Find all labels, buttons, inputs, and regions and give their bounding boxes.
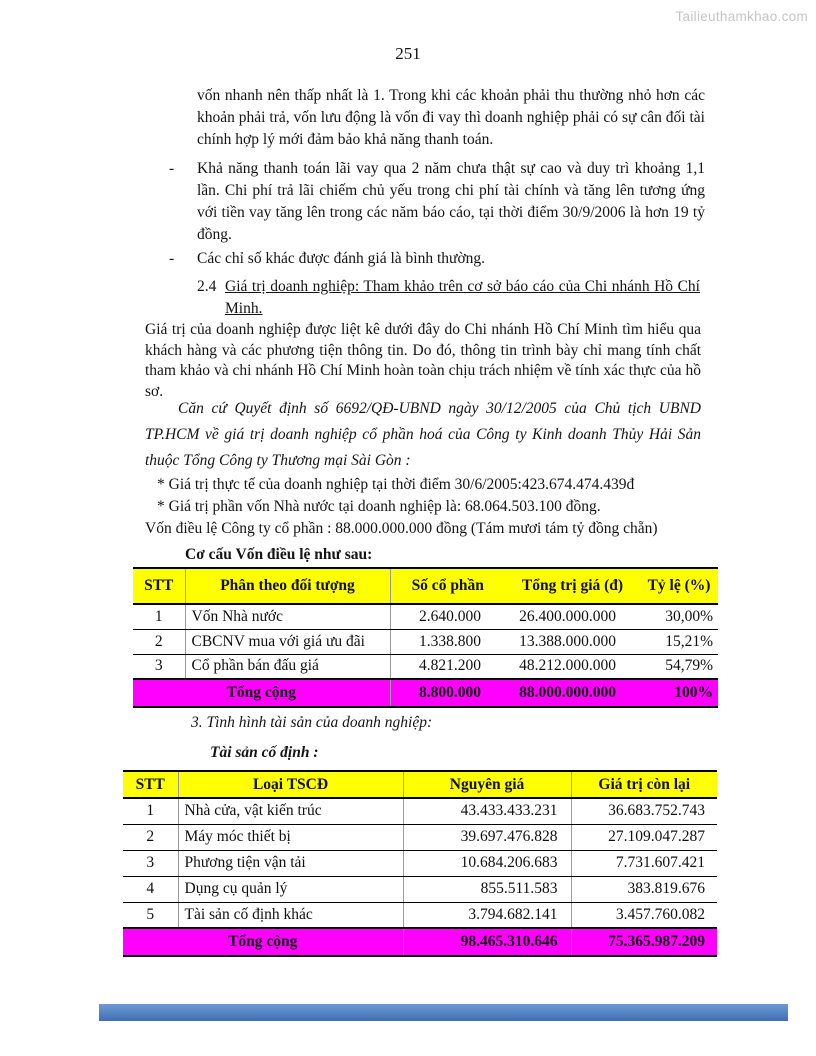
table-cell: 43.433.433.231 bbox=[403, 798, 571, 824]
column-header: Số cổ phần bbox=[390, 568, 505, 604]
table-body bbox=[123, 798, 717, 928]
table-cell: Phương tiện vận tải bbox=[178, 850, 403, 876]
total-remaining: 75.365.987.209 bbox=[571, 928, 717, 956]
table-cell: 1.338.800 bbox=[390, 629, 505, 654]
table-cell: 855.511.583 bbox=[403, 876, 571, 902]
table-cell: 2 bbox=[123, 824, 178, 850]
capital-structure-table bbox=[133, 567, 718, 708]
bullet-text: Các chỉ số khác được đánh giá là bình thường. bbox=[197, 250, 486, 267]
dash-marker: - bbox=[169, 160, 175, 177]
paragraph-solvency: vốn nhanh nên thấp nhất là 1. Trong khi các khoản phải thu thường nhỏ hơn các khoản phải trả, vốn lưu động là vốn đi vay thì doanh nghiệp phải có sự cân đối tài chính hợp lý mới đảm bảo khả năng thanh toán. bbox=[197, 87, 705, 148]
star-item-real-value: * Giá trị thực tế của doanh nghiệp tại thời điểm 30/6/2005:423.674.474.439đ bbox=[157, 476, 635, 493]
table-cell: 2 bbox=[133, 629, 185, 654]
table-cell: 3 bbox=[133, 654, 185, 679]
table-cell: 27.109.047.287 bbox=[571, 824, 717, 850]
table-cell: Vốn Nhà nước bbox=[185, 604, 390, 629]
fixed-assets-heading: Tài sản cố định : bbox=[210, 744, 319, 761]
column-header: STT bbox=[123, 771, 178, 798]
table-cell: Máy móc thiết bị bbox=[178, 824, 403, 850]
table-cell: 3.794.682.141 bbox=[403, 902, 571, 928]
table-cell: CBCNV mua với giá ưu đãi bbox=[185, 629, 390, 654]
table-cell: Tài sản cố định khác bbox=[178, 902, 403, 928]
bullet-text: Khả năng thanh toán lãi vay qua 2 năm chưa thật sự cao và duy trì khoảng 1,1 lần. Chi phí trả lãi chiếm chủ yếu trong chi phí tài chính và tăng lên tương ứng với tiền vay tăng lên trong các năm báo cáo, tại thời điểm 30/9/2006 là hơn 19 tỷ đồng. bbox=[197, 160, 705, 243]
table-row bbox=[123, 902, 717, 928]
table-cell: 383.819.676 bbox=[571, 876, 717, 902]
table-cell: 2.640.000 bbox=[390, 604, 505, 629]
section-heading-2-4 bbox=[197, 276, 700, 320]
table-cell: 3 bbox=[123, 850, 178, 876]
bullet-item-other bbox=[167, 248, 705, 270]
page-number: 251 bbox=[395, 44, 421, 63]
column-header: Loại TSCĐ bbox=[178, 771, 403, 798]
table-cell: 7.731.607.421 bbox=[571, 850, 717, 876]
table-cell: 1 bbox=[133, 604, 185, 629]
table-cell: 48.212.000.000 bbox=[505, 654, 640, 679]
section-3-heading: 3. Tình hình tài sản của doanh nghiệp: bbox=[191, 714, 433, 731]
table-row bbox=[133, 604, 718, 629]
total-cost: 98.465.310.646 bbox=[403, 928, 571, 956]
table-cell: 1 bbox=[123, 798, 178, 824]
table-header bbox=[133, 568, 718, 604]
table-row bbox=[123, 850, 717, 876]
section-number: 2.4 bbox=[197, 278, 217, 295]
footer-bar bbox=[99, 1004, 788, 1021]
column-header: Nguyên giá bbox=[403, 771, 571, 798]
table-body bbox=[133, 604, 718, 679]
total-label: Tổng cộng bbox=[123, 928, 403, 956]
total-shares: 8.800.000 bbox=[390, 679, 505, 707]
column-header: Giá trị còn lại bbox=[571, 771, 717, 798]
paragraph-valuation: Giá trị của doanh nghiệp được liệt kê dưới đây do Chi nhánh Hồ Chí Minh tìm hiểu qua khách hàng và các phương tiện thông tin. Do đó, thông tin trình bày chỉ mang tính chất tham khảo và chi nhánh Hồ Chí Minh hoàn toàn chịu trách nhiệm về tính xác thực của hồ sơ. bbox=[145, 321, 701, 400]
table-cell: 30,00% bbox=[640, 604, 718, 629]
dash-marker: - bbox=[169, 250, 175, 267]
table-cell: 26.400.000.000 bbox=[505, 604, 640, 629]
table-cell: Dụng cụ quản lý bbox=[178, 876, 403, 902]
column-header: Tổng trị giá (đ) bbox=[505, 568, 640, 604]
table-cell: 15,21% bbox=[640, 629, 718, 654]
table-cell: 4.821.200 bbox=[390, 654, 505, 679]
table-row bbox=[123, 798, 717, 824]
paragraph-decision: Căn cứ Quyết định số 6692/QĐ-UBND ngày 30/12/2005 của Chủ tịch UBND TP.HCM về giá trị doanh nghiệp cổ phần hoá của Công ty Kinh doanh Thủy Hải Sản thuộc Tổng Công ty Thương mại Sài Gòn : bbox=[145, 400, 701, 469]
section-title: Giá trị doanh nghiệp: Tham khảo trên cơ sở báo cáo của Chi nhánh Hồ Chí Minh. bbox=[225, 278, 700, 317]
column-header: Tỷ lệ (%) bbox=[640, 568, 718, 604]
total-percent: 100% bbox=[640, 679, 718, 707]
table-cell: 10.684.206.683 bbox=[403, 850, 571, 876]
table-total-row bbox=[133, 679, 718, 707]
table-row bbox=[133, 629, 718, 654]
column-header: STT bbox=[133, 568, 185, 604]
site-watermark: Tailieuthamkhao.com bbox=[675, 9, 808, 24]
table-cell: 5 bbox=[123, 902, 178, 928]
table-row bbox=[133, 654, 718, 679]
table-row bbox=[123, 876, 717, 902]
table-cell: Cổ phần bán đấu giá bbox=[185, 654, 390, 679]
table-cell: 13.388.000.000 bbox=[505, 629, 640, 654]
table-cell: 3.457.760.082 bbox=[571, 902, 717, 928]
table-header bbox=[123, 771, 717, 798]
total-label: Tổng cộng bbox=[133, 679, 390, 707]
table-row bbox=[123, 824, 717, 850]
table-cell: 4 bbox=[123, 876, 178, 902]
table-cell: 39.697.476.828 bbox=[403, 824, 571, 850]
table-cell: 36.683.752.743 bbox=[571, 798, 717, 824]
table-total-row bbox=[123, 928, 717, 956]
total-value: 88.000.000.000 bbox=[505, 679, 640, 707]
paragraph-charter-capital: Vốn điều lệ Công ty cổ phần : 88.000.000.000 đồng (Tám mươi tám tỷ đồng chẵn) bbox=[145, 520, 658, 537]
column-header: Phân theo đối tượng bbox=[185, 568, 390, 604]
table-cell: Nhà cửa, vật kiến trúc bbox=[178, 798, 403, 824]
fixed-assets-table bbox=[123, 770, 717, 957]
capital-structure-heading: Cơ cấu Vốn điều lệ như sau: bbox=[185, 546, 373, 563]
star-item-state-capital: * Giá trị phần vốn Nhà nước tại doanh nghiệp là: 68.064.503.100 đồng. bbox=[157, 498, 601, 515]
table-cell: 54,79% bbox=[640, 654, 718, 679]
bullet-item-interest bbox=[167, 158, 705, 246]
